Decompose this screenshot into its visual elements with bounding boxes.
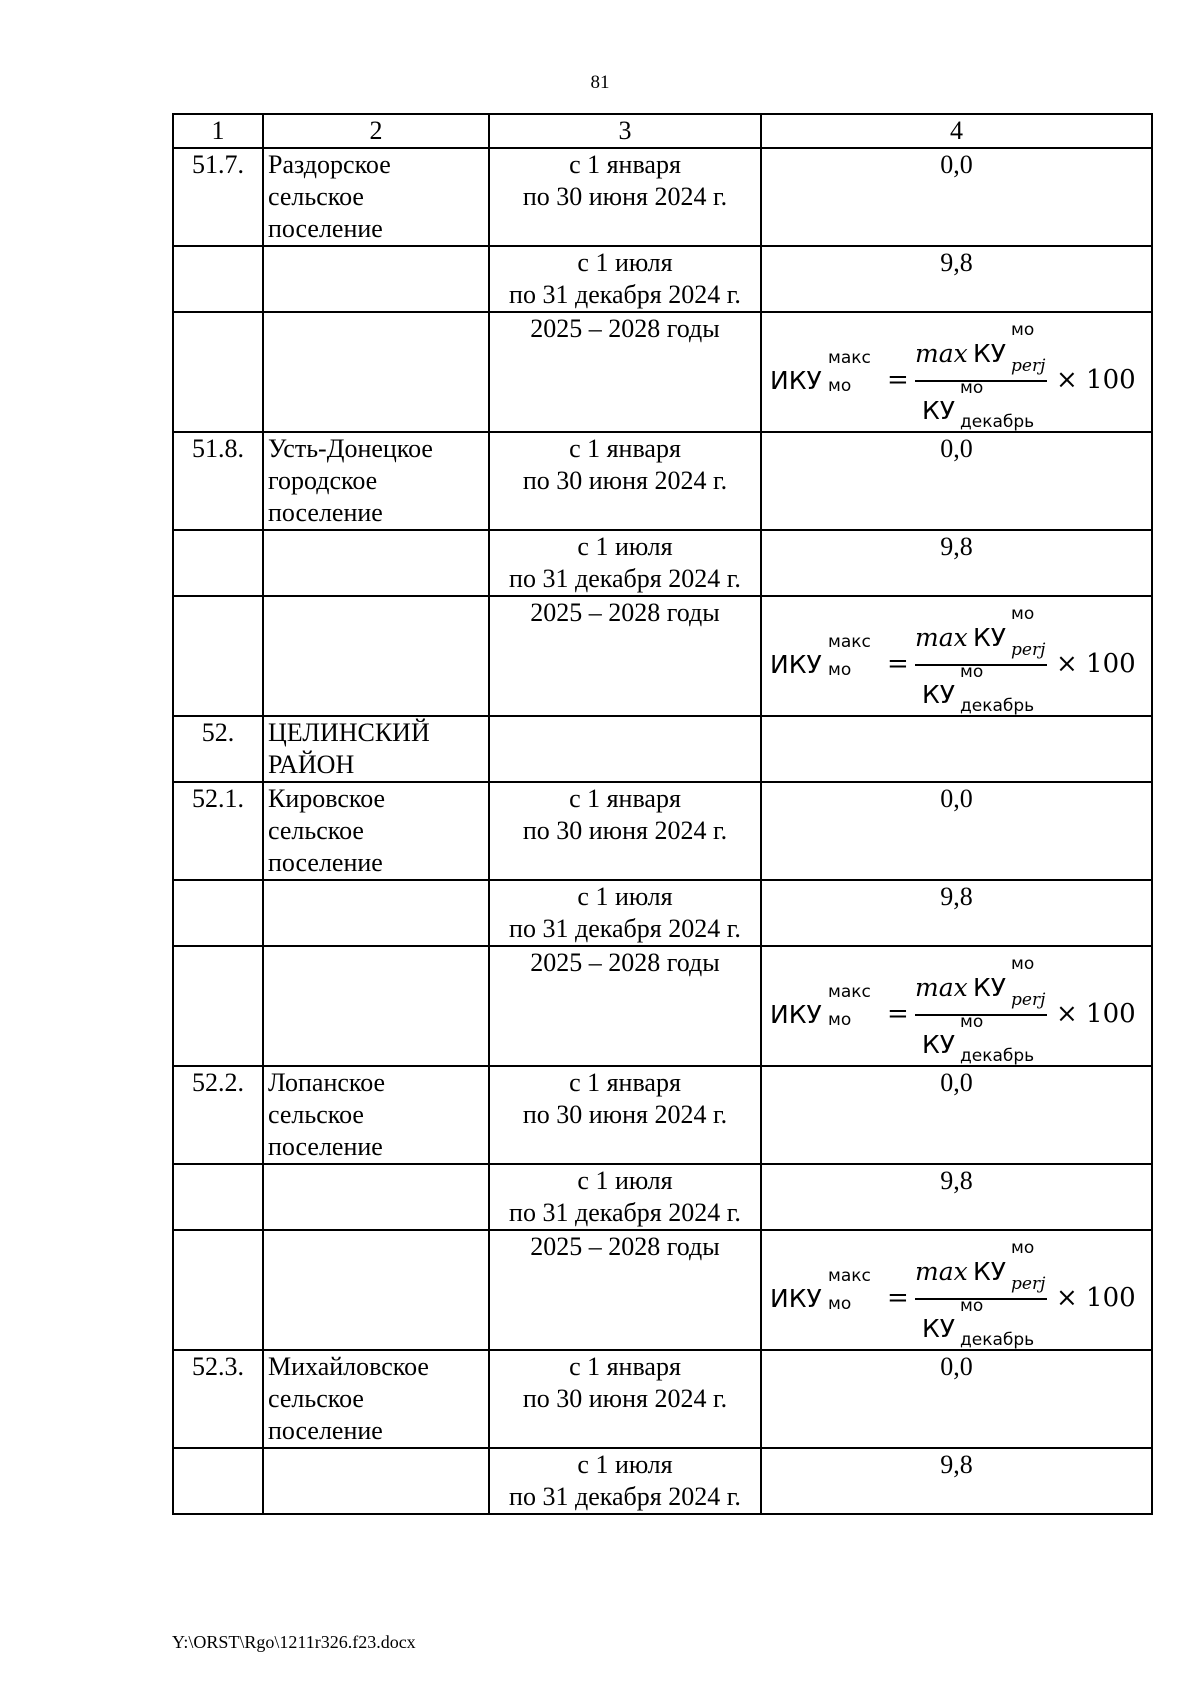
municipality-cell [263,432,489,530]
formula-denominator [922,1012,1052,1066]
value-text: 0,0 [940,150,973,179]
municipality-text: ЦЕЛИНСКИЙ РАЙОН [268,718,430,779]
formula-lhs: ИКУ [770,1284,822,1313]
header-cell-1: 1 [173,114,263,148]
formula-lhs-superscript: макс [828,1266,871,1286]
municipality-cell [263,1164,489,1230]
period-cell [489,246,761,312]
formula-numerator-subscript: perj [1011,356,1046,376]
municipality-cell [263,1066,489,1164]
table-row [173,716,1152,782]
table-row [173,880,1152,946]
formula-max: max [915,1257,968,1286]
row-number-cell [173,432,263,530]
period-cell [489,1066,761,1164]
municipality-cell [263,246,489,312]
period-cell [489,148,761,246]
tariff-table [172,113,1153,1515]
formula-denominator-superscript: мо [960,1012,984,1032]
table-row [173,246,1152,312]
formula-equals: = [887,365,909,395]
value-cell [761,1448,1152,1514]
table-row [173,432,1152,530]
header-cell-3: 3 [489,114,761,148]
row-number-cell [173,246,263,312]
value-cell [761,530,1152,596]
formula-numerator [915,1238,1055,1295]
formula-denominator [922,662,1052,716]
municipality-text: Раздорское сельское поселение [268,150,391,243]
formula-denominator-ku: КУ [922,396,955,425]
formula-times-100: × 100 [1056,649,1136,679]
max-index-formula [770,320,1136,432]
formula-equals: = [887,1283,909,1313]
row-number-cell [173,1448,263,1514]
formula-numerator-superscript: мо [1011,954,1035,974]
formula-numerator-superscript: мо [1011,1238,1035,1258]
formula-cell [761,946,1152,1066]
formula-max: max [915,623,968,652]
value-cell [761,880,1152,946]
formula-max: max [915,973,968,1002]
formula-lhs-superscript: макс [828,632,871,652]
formula-times-100: × 100 [1056,365,1136,395]
row-number-cell [173,880,263,946]
formula-numerator-superscript: мо [1011,320,1035,340]
formula-denominator-subscript: декабрь [960,412,1035,432]
table-row [173,312,1152,432]
municipality-text: Кировское сельское поселение [268,784,386,877]
formula-lhs-subscript: мо [828,660,852,680]
municipality-cell [263,148,489,246]
formula-times-100: × 100 [1056,999,1136,1029]
period-text: с 1 июля по 31 декабря 2024 г. [509,882,741,943]
table-body [173,114,1152,1514]
formula-times-100: × 100 [1056,1283,1136,1313]
municipality-text: Лопанское сельское поселение [268,1068,386,1161]
header-cell-2: 2 [263,114,489,148]
row-number-text: 52.1. [192,784,244,813]
formula-denominator-ku: КУ [922,680,955,709]
max-index-formula [770,954,1136,1066]
formula-numerator [915,604,1055,661]
period-cell [489,312,761,432]
formula-max: max [915,339,968,368]
municipality-cell [263,716,489,782]
value-cell [761,1350,1152,1448]
period-cell [489,432,761,530]
period-cell [489,1164,761,1230]
formula-lhs-subscript: мо [828,1294,852,1314]
formula-numerator [915,320,1055,377]
table-row [173,148,1152,246]
period-text: 2025 – 2028 годы [530,1232,720,1261]
formula-denominator [922,378,1052,432]
formula-cell [761,312,1152,432]
row-number-cell [173,946,263,1066]
value-text: 0,0 [940,434,973,463]
formula-numerator-ku: КУ [973,1257,1006,1286]
formula-numerator-subscript: perj [1011,1274,1046,1294]
table-row [173,1164,1152,1230]
formula-numerator-ku: КУ [973,339,1006,368]
municipality-text: Михайловское сельское поселение [268,1352,429,1445]
period-cell [489,880,761,946]
value-cell [761,782,1152,880]
value-text: 0,0 [940,784,973,813]
period-text: с 1 июля по 31 декабря 2024 г. [509,1166,741,1227]
municipality-cell [263,946,489,1066]
municipality-cell [263,782,489,880]
formula-numerator-superscript: мо [1011,604,1035,624]
value-text: 9,8 [940,532,973,561]
table-row [173,1350,1152,1448]
header-cell-4: 4 [761,114,1152,148]
period-text: с 1 января по 30 июня 2024 г. [522,1068,728,1129]
municipality-cell [263,1350,489,1448]
row-number-cell [173,1066,263,1164]
period-cell [489,716,761,782]
value-cell [761,148,1152,246]
period-text: 2025 – 2028 годы [530,314,720,343]
formula-denominator-subscript: декабрь [960,696,1035,716]
formula-denominator [922,1296,1052,1350]
formula-equals: = [887,649,909,679]
value-cell [761,716,1152,782]
row-number-cell [173,596,263,716]
period-text: с 1 января по 30 июня 2024 г. [522,150,728,211]
period-cell [489,1350,761,1448]
row-number-cell [173,530,263,596]
period-text: с 1 июля по 31 декабря 2024 г. [509,1450,741,1511]
table-row [173,1066,1152,1164]
formula-cell [761,1230,1152,1350]
table-row [173,530,1152,596]
table-row [173,1230,1152,1350]
row-number-cell [173,148,263,246]
formula-denominator-ku: КУ [922,1314,955,1343]
table-row [173,1448,1152,1514]
formula-numerator-ku: КУ [973,973,1006,1002]
value-cell [761,432,1152,530]
period-cell [489,530,761,596]
period-cell [489,596,761,716]
municipality-cell [263,596,489,716]
formula-lhs: ИКУ [770,650,822,679]
period-cell [489,782,761,880]
formula-numerator-subscript: perj [1011,640,1046,660]
max-index-formula [770,604,1136,716]
value-text: 0,0 [940,1352,973,1381]
period-cell [489,1230,761,1350]
period-text: с 1 июля по 31 декабря 2024 г. [509,532,741,593]
table-row [173,596,1152,716]
value-text: 9,8 [940,248,973,277]
row-number-text: 52.2. [192,1068,244,1097]
municipality-text: Усть-Донецкое городское поселение [268,434,433,527]
formula-denominator-ku: КУ [922,1030,955,1059]
formula-lhs-superscript: макс [828,982,871,1002]
value-text: 9,8 [940,1450,973,1479]
municipality-cell [263,1448,489,1514]
formula-lhs-subscript: мо [828,1010,852,1030]
row-number-cell [173,1230,263,1350]
formula-lhs: ИКУ [770,366,822,395]
formula-numerator-subscript: perj [1011,990,1046,1010]
formula-lhs: ИКУ [770,1000,822,1029]
row-number-cell [173,1350,263,1448]
formula-numerator [915,954,1055,1011]
row-number-text: 51.7. [192,150,244,179]
period-text: с 1 января по 30 июня 2024 г. [522,434,728,495]
period-text: 2025 – 2028 годы [530,948,720,977]
municipality-cell [263,530,489,596]
municipality-cell [263,880,489,946]
row-number-cell [173,716,263,782]
formula-lhs-superscript: макс [828,348,871,368]
period-text: с 1 января по 30 июня 2024 г. [522,784,728,845]
row-number-text: 52.3. [192,1352,244,1381]
period-text: с 1 июля по 31 декабря 2024 г. [509,248,741,309]
formula-denominator-subscript: декабрь [960,1046,1035,1066]
table-row [173,946,1152,1066]
period-text: 2025 – 2028 годы [530,598,720,627]
row-number-cell [173,1164,263,1230]
formula-lhs-subscript: мо [828,376,852,396]
row-number-text: 51.8. [192,434,244,463]
row-number-cell [173,782,263,880]
formula-cell [761,596,1152,716]
row-number-text: 52. [201,718,235,747]
page-number: 81 [590,72,610,93]
file-path-footer: Y:\ORST\Rgo\1211r326.f23.docx [172,1632,416,1652]
formula-denominator-superscript: мо [960,1296,984,1316]
period-text: с 1 января по 30 июня 2024 г. [522,1352,728,1413]
value-text: 9,8 [940,882,973,911]
period-cell [489,946,761,1066]
value-cell [761,246,1152,312]
value-text: 0,0 [940,1068,973,1097]
formula-denominator-subscript: декабрь [960,1330,1035,1350]
formula-denominator-superscript: мо [960,662,984,682]
period-cell [489,1448,761,1514]
formula-equals: = [887,999,909,1029]
table-row [173,782,1152,880]
value-cell [761,1164,1152,1230]
municipality-cell [263,1230,489,1350]
formula-denominator-superscript: мо [960,378,984,398]
municipality-cell [263,312,489,432]
max-index-formula [770,1238,1136,1350]
value-cell [761,1066,1152,1164]
table-header-row [173,114,1152,148]
value-text: 9,8 [940,1166,973,1195]
formula-numerator-ku: КУ [973,623,1006,652]
row-number-cell [173,312,263,432]
